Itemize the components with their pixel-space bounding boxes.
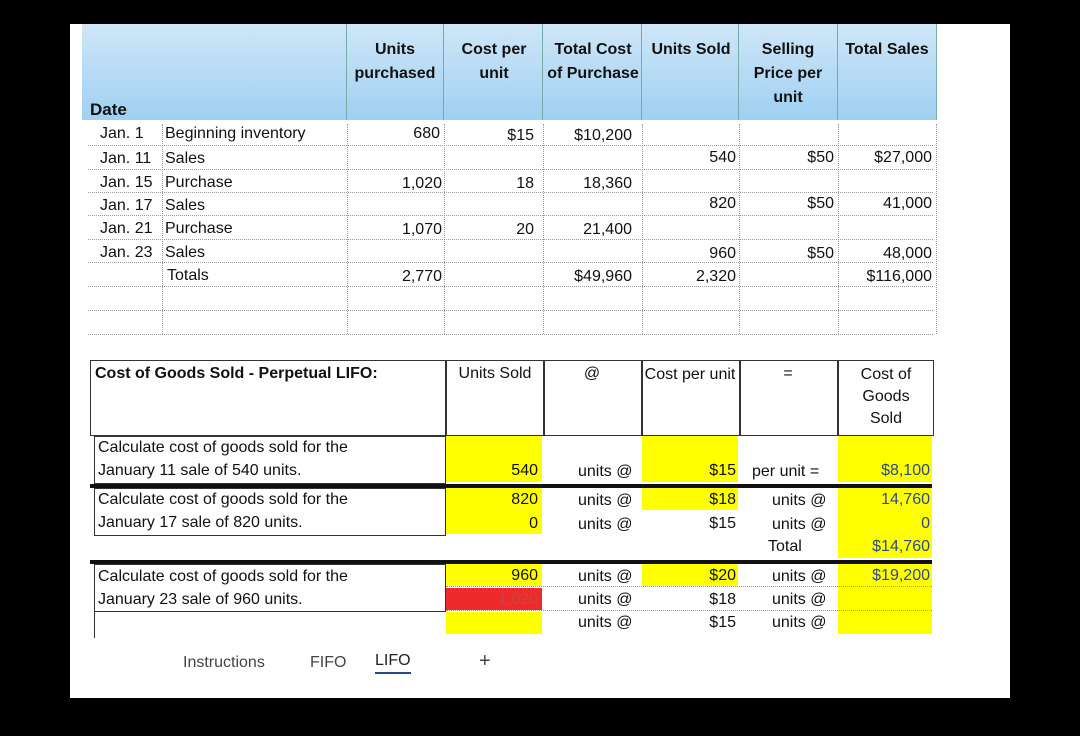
q2-units-b-input[interactable]: 0 (529, 515, 538, 532)
units-sold-header: Units Sold (651, 41, 731, 58)
total-cost-header: Total Cost of Purchase (547, 41, 639, 82)
row1-cost: $15 (507, 127, 534, 144)
cogs-cost-per-unit-header: Cost per unit (644, 366, 736, 383)
q3-units-at-a: units @ (578, 568, 633, 585)
q3-cost-a-input[interactable]: $20 (709, 567, 736, 584)
row4-desc: Sales (165, 197, 206, 214)
q2-line2: January 17 sale of 820 units. (98, 514, 303, 531)
q2-total-label: Total (768, 538, 802, 555)
q2-cost-a-input[interactable]: $18 (709, 491, 736, 508)
row3-cost: 18 (516, 175, 534, 192)
add-sheet-button[interactable]: + (479, 650, 491, 672)
row2-desc: Sales (165, 150, 206, 167)
q3-units-b-input[interactable]: 1,020 (497, 591, 538, 608)
q2-total[interactable]: $14,760 (872, 538, 930, 555)
totals-total: $49,960 (574, 268, 632, 285)
q2-line1: Calculate cost of goods sold for the (98, 491, 348, 508)
totals-sold: 2,320 (695, 268, 736, 285)
row1-date: Jan. 1 (100, 125, 144, 142)
totals-sales: $116,000 (866, 268, 932, 285)
q3-units-at-c: units @ (578, 614, 633, 631)
totals-label: Totals (167, 267, 209, 284)
cogs-title: Cost of Goods Sold - Perpetual LIFO: (95, 365, 378, 382)
row5-cost: 20 (516, 221, 534, 238)
selling-price-header: Selling Price per unit (753, 41, 823, 106)
q2-units-at-d: units @ (772, 516, 827, 533)
row6-desc: Sales (165, 244, 206, 261)
row1-units: 680 (413, 125, 440, 142)
row3-units: 1,020 (401, 175, 442, 192)
tab-fifo[interactable]: FIFO (310, 654, 347, 671)
total-sales-header: Total Sales (845, 41, 929, 58)
q1-result[interactable]: $8,100 (881, 462, 930, 479)
q1-line1: Calculate cost of goods sold for the (98, 439, 348, 456)
q3-units-at-d: units @ (772, 568, 827, 585)
tab-instructions[interactable]: Instructions (183, 654, 265, 671)
row6-date: Jan. 23 (100, 244, 153, 261)
units-purchased-header: Units purchased (354, 41, 436, 82)
row2-price: $50 (807, 149, 834, 166)
row3-date: Jan. 15 (100, 174, 153, 191)
row2-sales: $27,000 (874, 149, 932, 166)
row6-sales: 48,000 (883, 245, 932, 262)
q2-units-at-c: units @ (772, 492, 827, 509)
q1-line2: January 11 sale of 540 units. (98, 462, 302, 479)
q2-units-at-b: units @ (578, 516, 633, 533)
cogs-equals-header: = (783, 365, 793, 382)
row3-total: 18,360 (583, 175, 632, 192)
q3-line1: Calculate cost of goods sold for the (98, 568, 348, 585)
q3-cost-c: $15 (709, 614, 736, 631)
row6-price: $50 (807, 245, 834, 262)
q2-result-b[interactable]: 0 (921, 515, 930, 532)
row5-date: Jan. 21 (100, 220, 153, 237)
q3-result-a[interactable]: $19,200 (872, 567, 930, 584)
q1-units-at: units @ (578, 463, 633, 480)
cogs-at-header: @ (583, 365, 601, 382)
q1-cost-input[interactable]: $15 (709, 462, 736, 479)
q2-units-at-a: units @ (578, 492, 633, 509)
q3-units-at-f: units @ (772, 614, 827, 631)
row2-date: Jan. 11 (100, 150, 152, 167)
row1-desc: Beginning inventory (165, 125, 306, 142)
totals-units: 2,770 (401, 268, 442, 285)
q3-units-at-e: units @ (772, 591, 827, 608)
row4-sold: 820 (709, 195, 736, 212)
q1-per-unit: per unit = (752, 463, 820, 480)
row4-date: Jan. 17 (100, 197, 153, 214)
row2-sold: 540 (709, 149, 736, 166)
q3-units-a-input[interactable]: 960 (511, 567, 538, 584)
cost-per-unit-header: Cost per unit (461, 41, 527, 82)
row4-price: $50 (807, 195, 834, 212)
q3-units-at-b: units @ (578, 591, 633, 608)
spreadsheet (70, 24, 1010, 698)
row5-total: 21,400 (583, 221, 632, 238)
q3-cost-b: $18 (709, 591, 736, 608)
row6-sold: 960 (709, 245, 736, 262)
q2-units-a-input[interactable]: 820 (511, 491, 538, 508)
cogs-units-sold-header: Units Sold (458, 365, 532, 382)
q2-result-a[interactable]: 14,760 (881, 491, 930, 508)
row5-units: 1,070 (401, 221, 442, 238)
row5-desc: Purchase (165, 220, 233, 237)
row4-sales: 41,000 (883, 195, 932, 212)
date-header: Date (90, 100, 127, 119)
q3-line2: January 23 sale of 960 units. (98, 591, 303, 608)
cogs-result-header: Cost of Goods Sold (860, 366, 912, 427)
q1-units-input[interactable]: 540 (511, 462, 538, 479)
row3-desc: Purchase (165, 174, 233, 191)
q2-cost-b: $15 (709, 515, 736, 532)
tab-lifo[interactable]: LIFO (375, 652, 411, 674)
row1-total: $10,200 (574, 127, 632, 144)
